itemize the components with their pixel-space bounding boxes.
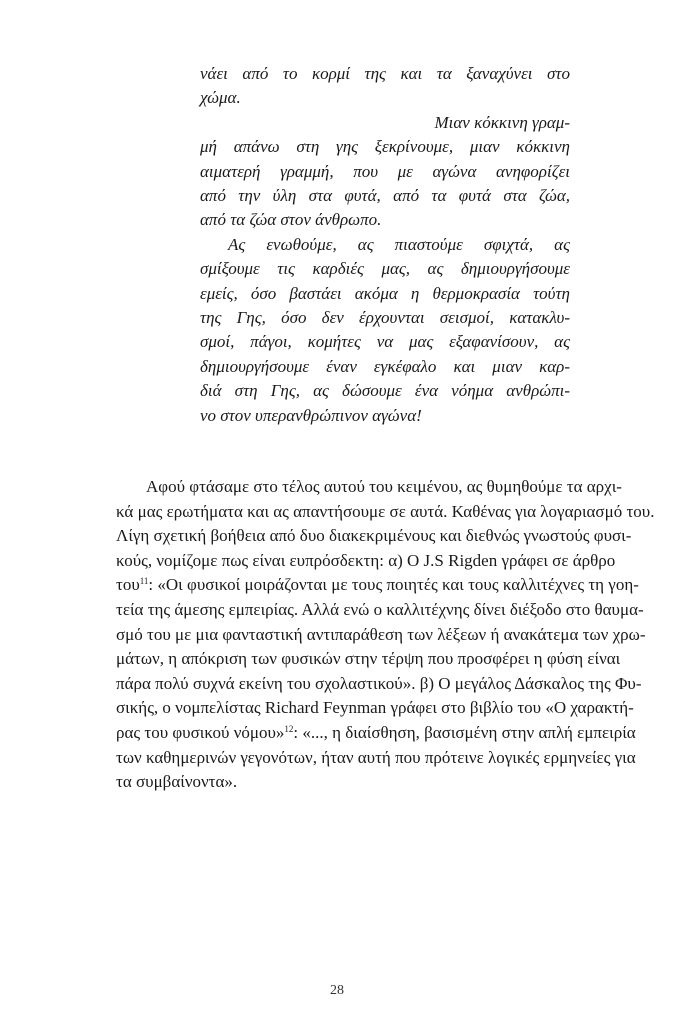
body-line [116, 721, 636, 746]
quote-line: χώμα. [200, 88, 241, 108]
body-line: κούς, νομίζομε πως είναι ευπρόσδεκτη: α) Ο J.S Rigden γράφει σε άρθρο [116, 550, 616, 570]
footnote-separator: : [148, 575, 158, 595]
body-line: Λίγη σχετική βοήθεια από δυο διακεκριμένους και διεθνώς γνωστούς φυσι- [116, 526, 632, 546]
quote-line: σμοί, πάγοι, κομήτες να μας εξαφανίσουν, ας [200, 332, 570, 352]
footnote-marker-11: 11 [139, 576, 149, 587]
body-line: μάτων, η απόκριση των φυσικών στην τέρψη που προσφέρει η φύση είναι [116, 649, 621, 669]
body-line: κά μας ερωτήματα και ας απαντήσουμε σε αυτά. Καθένας για λογαριασμό του. [116, 501, 655, 521]
italic-quote-block [200, 62, 570, 428]
body-line: σμό του με μια φανταστική αντιπαράθεση των λέξεων ή ανακάτεμα των χρω- [116, 624, 646, 644]
body-line: τεία της άμεσης εμπειρίας. Αλλά ενώ ο καλλιτέχνης δίνει διέξοδο στο θαυμα- [116, 599, 644, 619]
body-line: σικής, ο νομπελίστας Richard Feynman γράφει στο βιβλίο του «Ο χαρακτή- [116, 698, 634, 718]
quote-line: νο στον υπερανθρώπινον αγώνα! [200, 405, 422, 425]
quote-line: της Γης, όσο δεν έρχουνται σεισμοί, κατακλυ- [200, 308, 570, 328]
quote-line: εμείς, όσο βαστάει ακόμα η θερμοκρασία τούτη [200, 283, 570, 303]
body-paragraph [116, 475, 655, 795]
body-line: Αφού φτάσαμε στο τέλος αυτού του κειμένου, ας θυμηθούμε τα αρχι- [146, 477, 622, 496]
body-line-rest: «Οι φυσικοί μοιράζονται με τους ποιητές και τους καλλιτέχνες τη γοη- [157, 575, 639, 595]
quote-line: μή απάνω στη γης ξεκρίνουμε, μιαν κόκκινη [200, 137, 570, 157]
body-line: τα συμβαίνοντα». [116, 772, 238, 792]
quote-line: διά στη Γης, ας δώσουμε ένα νόημα ανθρώπι- [200, 381, 570, 401]
footnote-marker-12: 12 [284, 723, 294, 734]
quote-line: νάει από το κορμί της και τα ξαναχύνει στο [200, 64, 570, 83]
quote-line: σμίξουμε τις καρδιές μας, ας δημιουργήσουμε [200, 259, 570, 279]
quote-line: αιματερή γραμμή, που με αγώνα ανηφορίζει [200, 161, 570, 181]
quote-line: από τα ζώα στον άνθρωπο. [200, 210, 382, 230]
body-line: πάρα πολύ συχνά εκείνη του σχολαστικού». β) Ο μεγάλος Δάσκαλος της Φυ- [116, 673, 642, 693]
body-line-start: ρας του φυσικού νόμου» [116, 722, 285, 742]
quote-line: Μιαν κόκκινη γραμ- [434, 112, 570, 132]
quote-line: Ας ενωθούμε, ας πιαστούμε σφιχτά, ας [228, 234, 570, 254]
body-line-rest: : «..., η διαίσθηση, βασισμένη στην απλή εμπειρία [293, 722, 636, 742]
body-line [116, 573, 639, 598]
quote-line: από την ύλη στα φυτά, από τα φυτά στα ζώα, [200, 186, 570, 206]
quote-line: δημιουργήσουμε έναν εγκέφαλο και μιαν καρ- [200, 356, 570, 376]
body-line: των καθημερινών γεγονότων, ήταν αυτή που πρότεινε λογικές ερμηνείες για [116, 747, 636, 767]
page-number: 28 [330, 983, 344, 998]
body-line-start: του [116, 575, 140, 595]
